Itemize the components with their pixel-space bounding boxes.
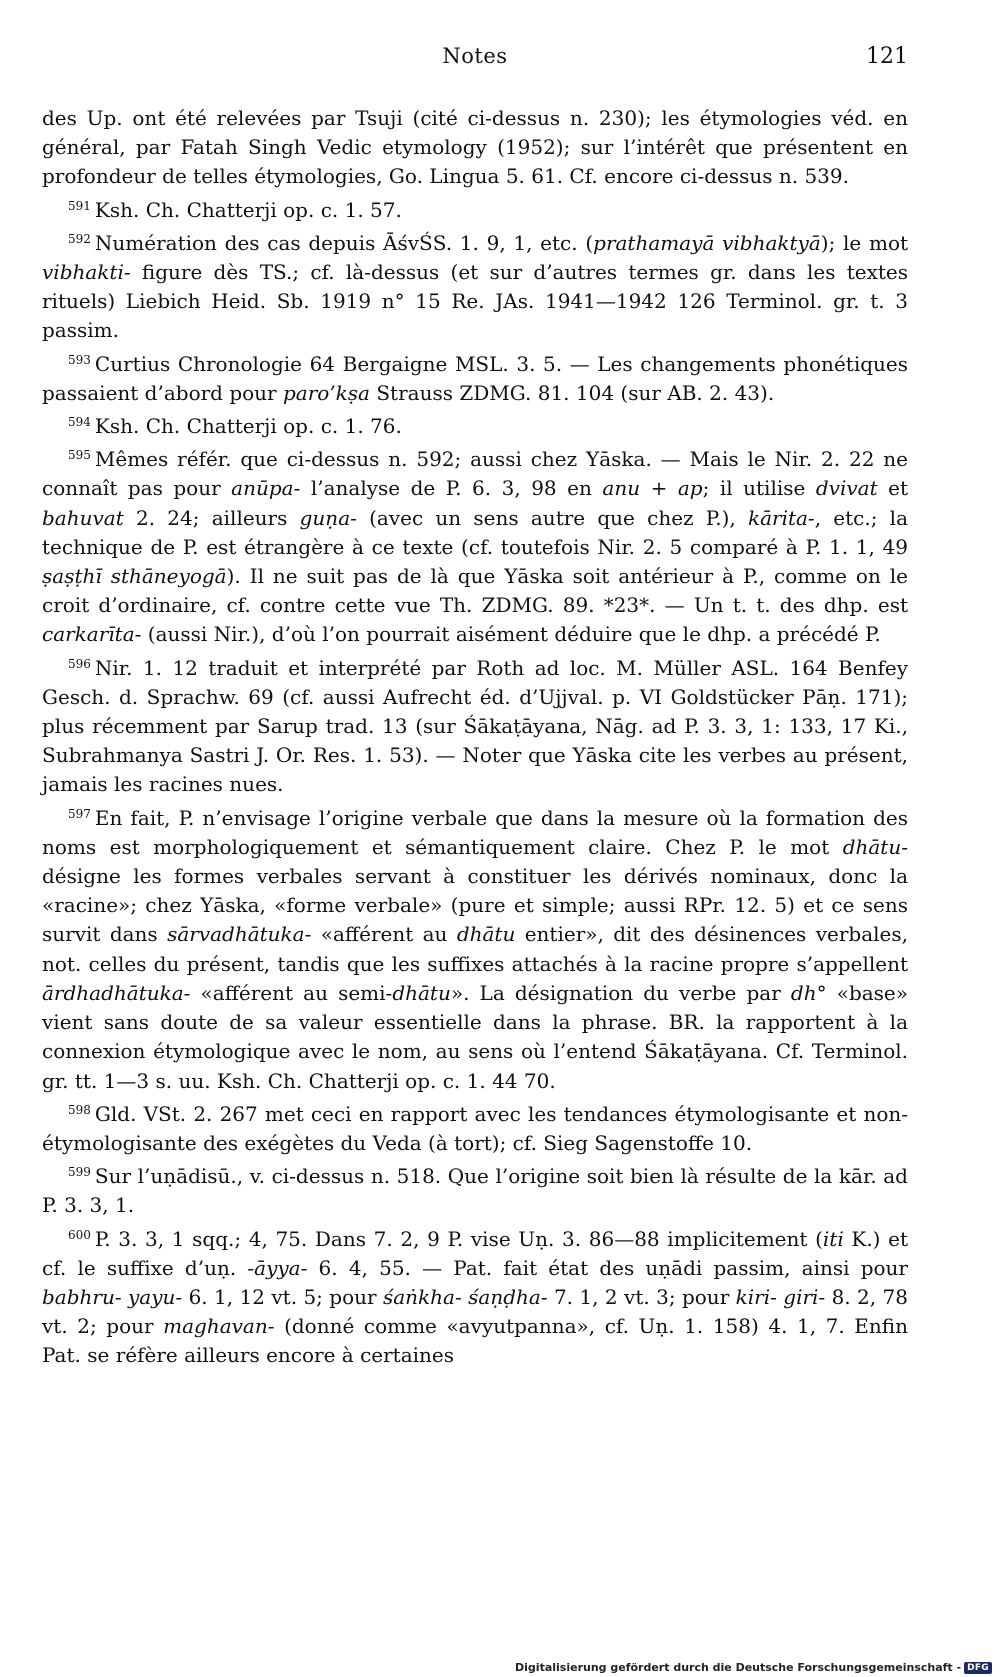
footnote [42,408,908,441]
italic-term: anu [602,476,641,501]
note-text: 2. 24; ailleurs [123,505,300,530]
footnote-number: 592 [68,231,91,246]
italic-term: carkarīta- [42,622,142,647]
footnote [42,192,908,225]
note-text: , etc.; la technique de P. est étrangère à ce texte (cf. toutefois Nir. 2. 5 comparé à P. 1. 1, 49 [42,505,909,559]
footnote-number: 600 [68,1227,91,1242]
italic-term: dh [790,980,817,1005]
italic-term: vibhakti- [42,260,131,285]
note-text: ». La désignation du verbe par [450,980,791,1005]
italic-term: kārita- [747,505,815,530]
note-text: Ksh. Ch. Chatterji op. c. 1. 76. [94,414,402,439]
italic-term: bahuvat [42,505,124,530]
italic-term: śaṅkha- śaṇḍha- [382,1284,548,1309]
running-head [42,44,908,74]
footnote [42,104,908,192]
italic-term: anūpa- [231,476,301,501]
footnote [42,1221,908,1371]
note-text: 6. 1, 12 vt. 5; pour [182,1284,383,1309]
note-text: et [877,476,909,501]
footnote [42,1158,908,1220]
footnote [42,1096,908,1158]
dfg-logo: DFG [964,1662,992,1674]
italic-term: sārvadhātuka- [167,922,312,947]
italic-term: dvivat [815,476,878,501]
footnote [42,225,908,346]
note-text: ° «base» vient sans doute de sa valeur essentielle dans la phrase. BR. la rapportent à la connexion étymologique avec le nom, au sens où l’entend Śākaṭāyana. Cf. Terminol. gr. tt. 1—3 s. uu. Ksh. Ch. Chatterji op. c. 1. 44 70. [42,980,909,1093]
note-text: 7. 1, 2 vt. 3; pour [547,1284,736,1309]
credit-text: Digitalisierung gefördert durch die Deutsche Forschungsgemeinschaft - [515,1661,962,1674]
italic-term: iti [822,1226,844,1251]
note-text: (donné comme «avyutpanna», cf. Uṇ. 1. 158) 4. 1, 7. Enfin Pat. se réfère ailleurs encore à certaines [42,1314,908,1368]
italic-term: ṣaṣṭhī sthāneyogā [42,564,227,589]
note-text: «afférent au [311,922,457,947]
footnote [42,346,908,408]
note-text: Sur l’uṇādisū., v. ci-dessus n. 518. Que l’origine soit bien là résulte de la kār. ad P. 3. 3, 1. [42,1164,908,1218]
note-text: Numération des cas depuis ĀśvŚS. 1. 9, 1, etc. ( [94,230,594,255]
footnote-number: 594 [68,415,91,430]
footnote [42,650,908,800]
footnote-number: 596 [68,656,91,671]
note-text: «afférent au semi- [190,980,393,1005]
italic-term: dhātu- [842,834,908,859]
footnote [42,800,908,1096]
digitization-credit [515,1661,992,1674]
note-text: K.) et cf. le suffixe d’uṇ. [42,1226,908,1280]
note-text: Strauss ZDMG. 81. 104 (sur AB. 2. 43). [369,380,775,405]
italic-term: ārdhadhātuka- [42,980,191,1005]
italic-term: guṇa- [299,505,357,530]
note-text: Curtius Chronologie 64 Bergaigne MSL. 3. 5. — Les changements phonétiques passaient d’abord pour [42,351,908,405]
italic-term: paro’kṣa [282,380,370,405]
note-text: ); le mot [820,230,909,255]
notes-body [42,104,908,1371]
italic-term: prathamayā vibhaktyā [593,230,821,255]
footnote-number: 591 [68,198,91,213]
footnote-number: 599 [68,1165,91,1180]
note-text: Nir. 1. 12 traduit et interprété par Roth ad loc. M. Müller ASL. 164 Benfey Gesch. d. Sprachw. 69 (cf. aussi Aufrecht éd. d’Ujjval. p. VI Goldstücker Pāṇ. 171); plus récemment par Sarup trad. 13 (sur Śākaṭāyana, Nāg. ad P. 3. 3, 1: 133, 17 Ki., Subrahmanya Sastri J. Or. Res. 1. 53). — Noter que Yāska cite les verbes au présent, jamais les racines nues. [42,655,908,797]
italic-term: dhātu [392,980,451,1005]
page-number: 121 [866,44,908,69]
note-text: Gld. VSt. 2. 267 met ceci en rapport avec les tendances étymologisante et non-étymologisante des exégètes du Veda (à tort); cf. Sieg Sagenstoffe 10. [42,1101,908,1155]
note-text: 8. 2, 78 vt. 2; pour [42,1284,908,1339]
note-text: ). Il ne suit pas de là que Yāska soit antérieur à P., comme on le croit d’ordinaire, cf. contre cette vue Th. ZDMG. 89. *23*. — Un t. t. des dhp. est [42,564,909,618]
note-text: l’analyse de P. 6. 3, 98 en [300,476,603,501]
note-text: + [640,476,678,501]
note-text: figure dès TS.; cf. là-dessus (et sur d’autres termes gr. dans les textes rituels) Liebich Heid. Sb. 1919 n° 15 Re. JAs. 1941—1942 126 Terminol. gr. t. 3 passim. [42,260,908,343]
page-title: Notes [442,44,508,68]
note-text: (aussi Nir.), d’où l’on pourrait aisément déduire que le dhp. a précédé P. [141,622,881,647]
footnote-number: 595 [68,448,91,463]
footnote-number: 593 [68,352,91,367]
note-text: (avec un sens autre que chez P.), [356,505,748,530]
footnote-number: 597 [68,806,91,821]
italic-term: kiri- giri- [735,1284,826,1309]
footnote [42,441,908,649]
italic-term: babhru- yayu- [42,1284,183,1309]
note-text: entier», dit des désinences verbales, not. celles du présent, tandis que les suffixes attachés à la racine propre s’appellent [42,922,908,976]
note-text: Mêmes référ. que ci-dessus n. 592; aussi chez Yāska. — Mais le Nir. 2. 22 ne connaît pas pour [42,447,908,501]
note-text: des Up. ont été relevées par Tsuji (cité ci-dessus n. 230); les étymologies véd. en général, par Fatah Singh Vedic etymology (1952); sur l’intérêt que présentent en profondeur de telles étymologies, Go. Lingua 5. 61. Cf. encore ci-dessus n. 539. [42,106,908,189]
note-text: ; il utilise [702,476,816,501]
note-text: En fait, P. n’envisage l’origine verbale que dans la mesure où la formation des noms est morphologiquement et sémantiquement claire. Chez P. le mot [42,805,908,859]
note-text: désigne les formes verbales servant à constituer les dérivés nominaux, donc la «racine»; chez Yāska, «forme verbale» (pure et simple; aussi RPr. 12. 5) et ce sens survit dans [42,864,908,947]
footnote-number: 598 [68,1102,91,1117]
note-text: 6. 4, 55. — Pat. fait état des uṇādi passim, ainsi pour [307,1255,908,1280]
italic-term: ap [677,476,703,501]
note-text: Ksh. Ch. Chatterji op. c. 1. 57. [94,197,402,222]
italic-term: dhātu [456,922,516,947]
note-text: P. 3. 3, 1 sqq.; 4, 75. Dans 7. 2, 9 P. vise Uṇ. 3. 86—88 implicitement ( [94,1226,823,1251]
italic-term: -āyya- [247,1255,308,1280]
italic-term: maghavan- [163,1314,275,1339]
